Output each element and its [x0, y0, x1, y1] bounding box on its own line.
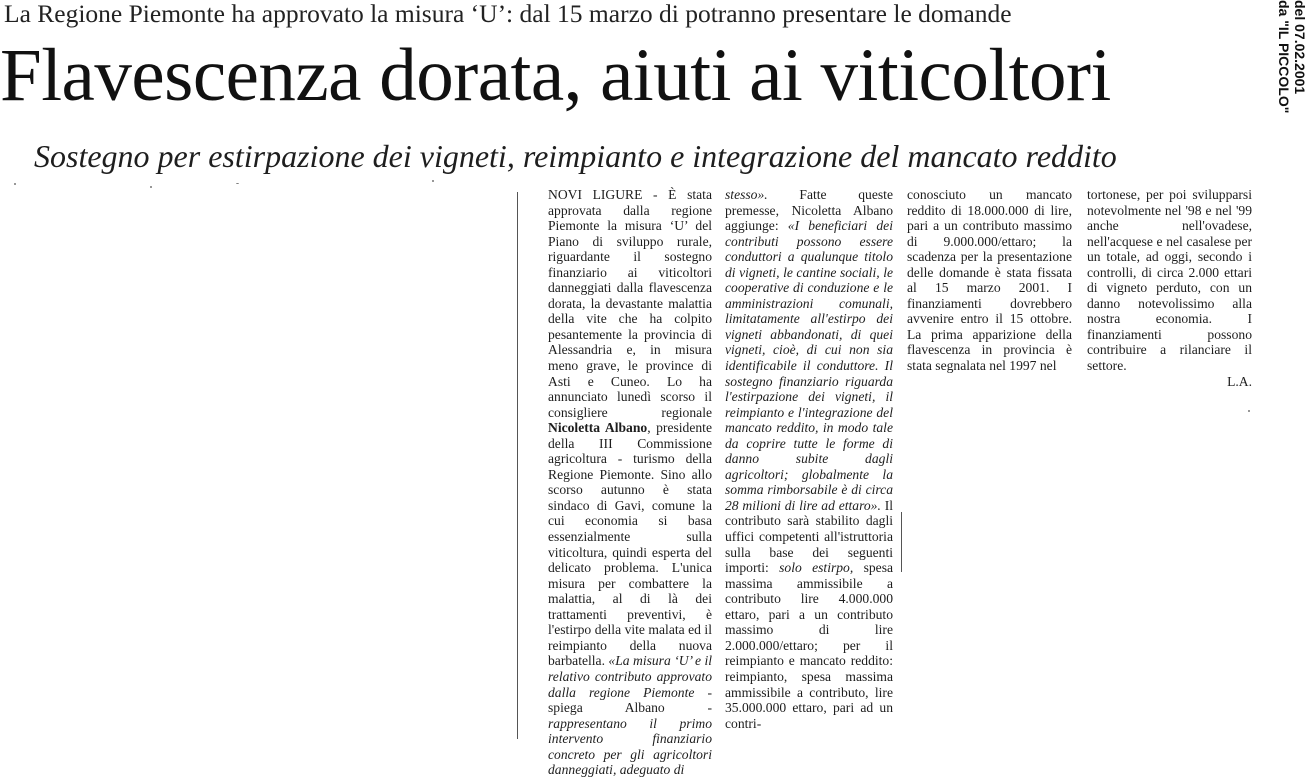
- article-subheadline: Sostegno per estirpazione dei vigneti, reimpianto e integrazione del mancato reddito: [34, 138, 1117, 174]
- scan-speck: [150, 186, 152, 188]
- person-name: Nicoletta Albano: [548, 420, 648, 436]
- article-column-1: [548, 187, 712, 778]
- article-kicker: La Regione Piemonte ha approvato la misura ‘U’: dal 15 marzo di potranno presentare le domande: [4, 0, 1012, 28]
- scan-speck: [1248, 410, 1250, 412]
- column-text: [725, 187, 893, 731]
- paragraph-lead: NOVI LIGURE - È stata approvata dalla regione Piemonte la misura ‘U’ del Piano di sviluppo rurale, riguardante il sostegno finanziario ai viticoltori danneggiati dalla flavescenza dorata, la devastante malattia della vite che ha colpito pesantemente la provincia di Alessandria e, in misura meno grave, le province di Asti e Cuneo. Lo ha annunciato lunedì scorso il consigliere regionale: [548, 187, 712, 420]
- column-text: [548, 187, 712, 778]
- scan-speck: [14, 183, 16, 185]
- author-signature: L.A.: [1227, 373, 1252, 389]
- paragraph-text: Il contributo sarà stabilito dagli uffici competenti all'istruttoria sulla base dei seguenti importi:: [725, 497, 894, 576]
- source-citation: [1274, 0, 1310, 130]
- column-rule-short: [901, 512, 902, 572]
- paragraph-text: Fatte queste premesse, Nicoletta Albano aggiunge:: [725, 187, 893, 234]
- article-column-4: [1087, 187, 1252, 389]
- quote-text: solo estirpo,: [779, 560, 854, 576]
- paragraph-text: - spiega Albano -: [548, 684, 712, 716]
- quote-text: rappresentano il primo intervento finanziario concreto per gli agricoltori danneggiati, adeguato di: [548, 715, 712, 778]
- article-column-2: [725, 187, 893, 731]
- scan-speck: [432, 180, 434, 182]
- article-headline: Flavescenza dorata, aiuti ai viticoltori: [0, 34, 1111, 117]
- paragraph-text: , presidente della III Commissione agricoltura - turismo della Regione Piemonte. Sino allo scorso autunno è stata sindaco di Gavi, comune la cui economia si basa essenzialmente sulla viticoltura, quindi esperta del delicato problema. L'unica misura per combattere la malattia, al di là dei trattamenti preventivi, è l'estirpo della vite malata ed il reimpianto della nuova barbatella.: [548, 420, 712, 669]
- quote-text: «I beneficiari dei contributi possono essere conduttori a qualunque titolo di vigneti, le cantine sociali, le cooperative di conduzione e le amministrazioni comunali, limitatamente all'estirpo dei vigneti abbandonati, di quei vigneti, cioè, di cui non sia identificabile il conduttore. Il sostegno finanziario riguarda l'estirpazione dei vigneti, il reimpianto e l'integrazione del mancato reddito, in modo tale da coprire tutte le forme di danno subite dagli agricoltori; globalmente la somma rimborsabile è di circa 28 milioni di lire ad ettaro».: [725, 218, 893, 513]
- column-rule: [517, 192, 518, 739]
- column-text: tortonese, per poi svilupparsi notevolmente nel '98 e nel '99 anche nell'ovadese, nell'acquese e nel casalese per un totale, ad oggi, secondo i controlli, di circa 2.000 ettari di vigneto perduto, con un danno notevolissimo alla nostra economia. I finanziamenti possono contribuire a rilanciare il settore.: [1087, 187, 1252, 374]
- source-date: del 07.02.2001: [1292, 0, 1308, 95]
- column-text: conosciuto un mancato reddito di 18.000.000 di lire, pari a un contributo massimo di 9.000.000/ettaro; la scadenza per la presentazione delle domande è stata fissata al 15 marzo 2001. I finanziamenti dovrebbero avvenire entro il 15 ottobre. La prima apparizione della flavescenza in provincia è stata segnalata nel 1997 nel: [907, 187, 1072, 374]
- quote-text: «La misura ‘U’ e il relativo contributo approvato dalla regione Piemonte: [548, 653, 713, 700]
- paragraph-text: spesa massima ammissibile a contributo lire 4.000.000 ettaro, pari a un contributo massimo di lire 2.000.000/ettaro; per il reimpianto e mancato reddito: reimpianto, spesa massima ammissibile a contributo, lire 35.000.000 ettaro, pari ad un contri-: [725, 560, 894, 731]
- scan-speck: [236, 183, 239, 184]
- article-column-3: [907, 187, 1072, 374]
- quote-text: stesso».: [725, 187, 768, 202]
- source-newspaper: da "IL PICCOLO": [1276, 0, 1292, 114]
